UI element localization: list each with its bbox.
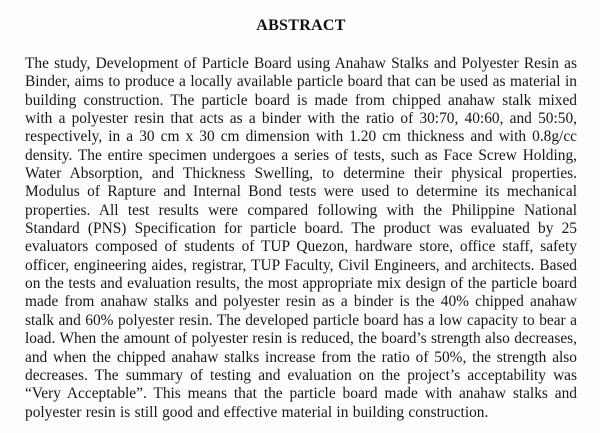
abstract-heading: ABSTRACT (256, 17, 346, 34)
abstract-paragraph: The study, Development of Particle Board using Anahaw Stalks and Polyester Resin as Binder, aims to produce a locally available particle board that can be used as material in building construction. The particle board is made from chipped anahaw stalk mixed with a polyester resin that acts as a binder with the ratio of 30:70, 40:60, and 50:50, respectively, in a 30 cm x 30 cm dimension with 1.20 cm thickness and with 0.8g/cc density. The entire specimen undergoes a series of tests, such as Face Screw Holding, Water Absorption, and Thickness Swelling, to determine their physical properties. Modulus of Rapture and Internal Bond tests were used to determine its mechanical properties. All test results were compared following with the Philippine National Standard (PNS) Specification for particle board. The product was evaluated by 25 evaluators composed of students of TUP Quezon, hardware store, office staff, safety officer, engineering aides, registrar, TUP Faculty, Civil Engineers, and architects. Based on the tests and evaluation results, the most appropriate mix design of the particle board made from anahaw stalks and polyester resin as a binder is the 40% chipped anahaw stalk and 60% polyester resin. The developed particle board has a low capacity to bear a load. When the amount of polyester resin is reduced, the board’s strength also decreases, and when the chipped anahaw stalks increase from the ratio of 50%, the strength also decreases. The summary of testing and evaluation on the project’s acceptability was “Very Acceptable”. This means that the particle board made with anahaw stalks and polyester resin is still good and effective material in building construction. (25, 55, 577, 421)
